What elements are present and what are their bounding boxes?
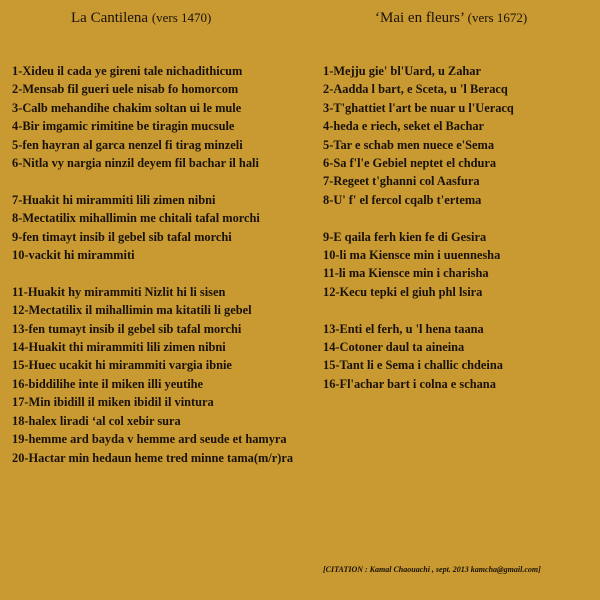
verse-line: 15-Huec ucakit hi mirammiti vargia ibnie bbox=[12, 358, 232, 373]
verse-line: 1-Xideu il cada ye gireni tale nichadithicum bbox=[12, 64, 243, 78]
verse-line: 12-Kecu tepki el giuh phl lsira bbox=[323, 284, 483, 299]
verse-line: 20-Hactar min hedaun heme tred minne tama(m/r)ra bbox=[12, 450, 294, 465]
right-year: (vers 1672) bbox=[467, 10, 528, 25]
verse-line: 7-Regeet t'ghanni col Aasfura bbox=[323, 174, 480, 189]
verse-line: 9-fen timayt insib il gebel sib tafal morchi bbox=[12, 229, 232, 244]
left-title-text: La Cantilena bbox=[71, 10, 149, 26]
verse-line: 13-fen tumayt insib il gebel sib tafal morchi bbox=[12, 321, 242, 336]
left-title bbox=[71, 10, 211, 27]
verse-line: 4-heda e riech, seket el Bachar bbox=[323, 119, 485, 134]
citation: [CITATION : Kamal Chaouachi , sept. 2013 kamcha@gmail.com] bbox=[323, 565, 541, 574]
verse-line: 14-Huakit thi mirammiti lili zimen nibni bbox=[12, 340, 226, 355]
stanza-gap bbox=[323, 209, 595, 227]
verse-line: 9-E qaila ferh kien fe di Gesira bbox=[323, 229, 487, 244]
verse-line: 19-hemme ard bayda v hemme ard seude et hamyra bbox=[12, 432, 287, 447]
verse-line: 4-Bir imgamic rimitine be tiragin mucsule bbox=[12, 119, 235, 134]
verse-line: 17-Min ibidill il miken ibidil il vintura bbox=[12, 395, 214, 410]
verse-line: 8-U' f' el fercol cqalb t'ertema bbox=[323, 192, 482, 207]
stanza-gap bbox=[12, 264, 302, 282]
verse-line: 2-Mensab fil gueri uele nisab fo homorcom bbox=[12, 82, 239, 97]
verse-line: 15-Tant li e Sema i challic chdeina bbox=[323, 358, 503, 373]
verse-line: 6-Nitla vy nargia ninzil deyem fil bachar il hali bbox=[12, 156, 259, 171]
verse-line: 5-fen hayran al garca nenzel fi tirag minzeli bbox=[12, 137, 243, 152]
verse-line: 16-Fl'achar bart i colna e schana bbox=[323, 376, 496, 391]
right-verses bbox=[323, 62, 595, 393]
right-title bbox=[375, 10, 527, 27]
verse-line: 10-li ma Kiensce min i uuennesha bbox=[323, 248, 501, 263]
verse-line: 12-Mectatilix il mihallimin ma kitatili li gebel bbox=[12, 303, 252, 318]
verse-line: 7-Huakit hi mirammiti lili zimen nibni bbox=[12, 192, 216, 207]
verse-line: 8-Mectatilix mihallimin me chitali tafal morchi bbox=[12, 211, 260, 226]
stanza-gap bbox=[12, 172, 302, 190]
right-title-text: ‘Mai en fleurs’ bbox=[375, 10, 464, 26]
left-verses bbox=[12, 62, 302, 467]
stanza-gap bbox=[323, 301, 595, 319]
verse-line: 16-biddilihe inte il miken illi yeutihe bbox=[12, 376, 204, 391]
verse-line: 6-Sa f'l'e Gebiel neptet el chdura bbox=[323, 156, 497, 171]
left-year: (vers 1470) bbox=[151, 10, 212, 25]
verse-line: 18-halex liradi ‘al col xebir sura bbox=[12, 413, 181, 428]
verse-line: 11-Huakit hy mirammiti Nizlit hi li sisen bbox=[12, 284, 226, 299]
verse-line: 5-Tar e schab men nuece e'Sema bbox=[323, 137, 495, 152]
verse-line: 2-Aadda l bart, e Sceta, u 'l Beracq bbox=[323, 82, 508, 97]
verse-line: 11-li ma Kiensce min i charisha bbox=[323, 266, 489, 281]
verse-line: 13-Enti el ferh, u 'l hena taana bbox=[323, 321, 484, 336]
verse-line: 1-Mejju gie' bl'Uard, u Zahar bbox=[323, 64, 481, 78]
verse-line: 3-Calb mehandihe chakim soltan ui le mule bbox=[12, 100, 242, 115]
verse-line: 14-Cotoner daul ta aineina bbox=[323, 340, 465, 355]
verse-line: 10-vackit hi mirammiti bbox=[12, 248, 135, 263]
verse-line: 3-T'ghattiet l'art be nuar u l'Ueracq bbox=[323, 100, 514, 115]
